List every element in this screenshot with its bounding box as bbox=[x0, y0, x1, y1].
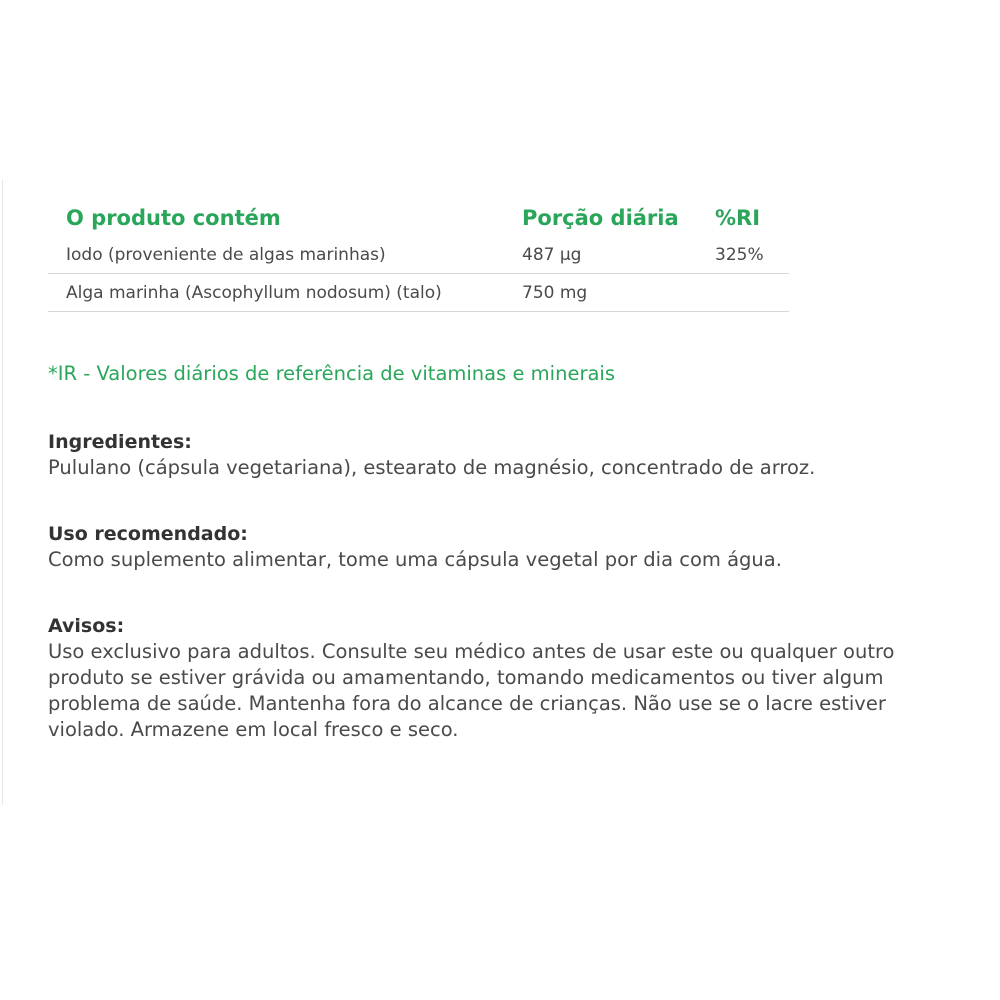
warnings-line: Uso exclusivo para adultos. Consulte seu médico antes de usar este ou qualquer outro bbox=[48, 640, 895, 663]
nutrition-table-header bbox=[48, 196, 789, 236]
ingredients-text: Pululano (cápsula vegetariana), estearato de magnésio, concentrado de arroz. bbox=[48, 456, 816, 479]
product-info bbox=[48, 196, 958, 743]
row-ri: 325% bbox=[699, 236, 789, 274]
row-name: Alga marinha (Ascophyllum nodosum) (talo) bbox=[48, 274, 502, 312]
usage-title: Uso recomendado: bbox=[48, 523, 248, 545]
table-row bbox=[48, 236, 789, 274]
warnings-line: violado. Armazene em local fresco e seco. bbox=[48, 718, 459, 741]
ri-footnote: *IR - Valores diários de referência de vitaminas e minerais bbox=[48, 362, 615, 385]
row-name: Iodo (proveniente de algas marinhas) bbox=[48, 236, 502, 274]
row-portion: 487 µg bbox=[502, 236, 699, 274]
row-ri bbox=[699, 274, 789, 312]
warnings-line: problema de saúde. Mantenha fora do alcance de crianças. Não use se o lacre estiver bbox=[48, 692, 886, 715]
header-portion: Porção diária bbox=[522, 206, 679, 230]
table-row bbox=[48, 274, 789, 312]
warnings-line: produto se estiver grávida ou amamentando, tomando medicamentos ou tiver algum bbox=[48, 666, 884, 689]
warnings-section bbox=[48, 613, 958, 743]
left-divider bbox=[2, 180, 3, 805]
header-product: O produto contém bbox=[66, 206, 281, 230]
nutrition-table bbox=[48, 196, 789, 312]
ingredients-section bbox=[48, 429, 958, 481]
usage-section bbox=[48, 521, 958, 573]
header-ri: %RI bbox=[715, 206, 761, 230]
ingredients-title: Ingredientes: bbox=[48, 431, 192, 453]
usage-text: Como suplemento alimentar, tome uma cápsula vegetal por dia com água. bbox=[48, 548, 782, 571]
row-portion: 750 mg bbox=[502, 274, 699, 312]
warnings-title: Avisos: bbox=[48, 615, 125, 637]
